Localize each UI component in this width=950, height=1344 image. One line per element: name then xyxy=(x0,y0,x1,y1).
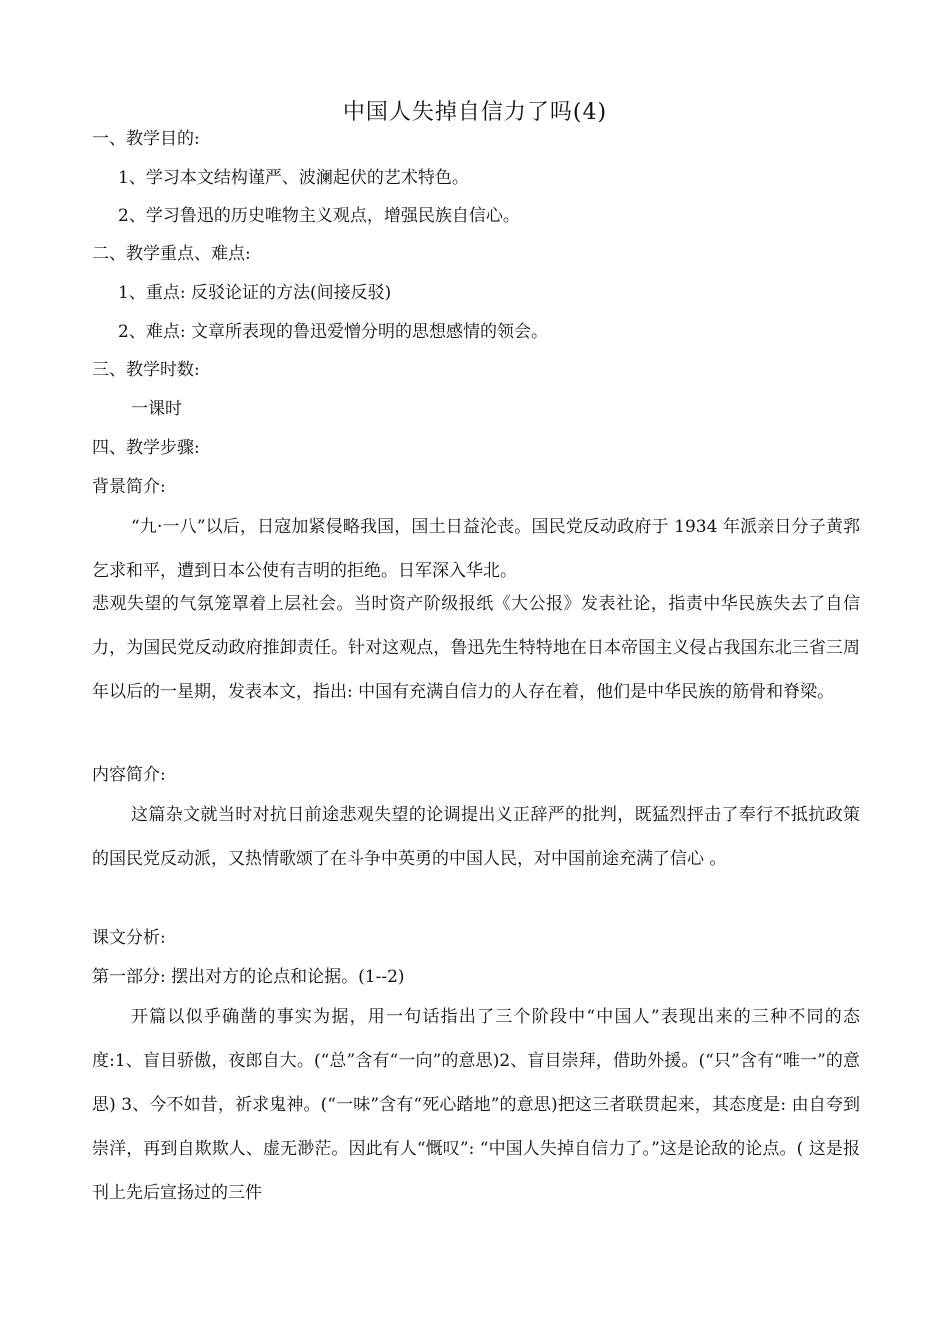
document-title: 中国人失掉自信力了吗(4) xyxy=(342,100,608,125)
key-item-1: 1、重点: 反驳论证的方法(间接反驳) xyxy=(118,283,392,303)
key-item-2: 2、难点: 文章所表现的鲁迅爱憎分明的思想感情的领会。 xyxy=(118,322,548,342)
section-heading-key: 二、教学重点、难点: xyxy=(92,244,251,264)
content-paragraph: 这篇杂文就当时对抗日前途悲观失望的论调提出义正辞严的批判，既猛烈抨击了奉行不抵抗政策的国民党反动派，又热情歌颂了在斗争中英勇的中国人民，对中国前途充满了信心 。 xyxy=(92,805,860,869)
section-heading-hours: 三、教学时数: xyxy=(92,360,200,380)
goal-item-1: 1、学习本文结构谨严、波澜起伏的艺术特色。 xyxy=(118,168,469,188)
background-heading: 背景简介: xyxy=(92,477,166,497)
part1-paragraph: 开篇以似乎确凿的事实为据，用一句话指出了三个阶段中“中国人”表现出来的三种不同的态度:1、盲目骄傲，夜郎自大。(“总”含有“一向”的意思)2、盲目崇拜，借助外援。(“只”含有“唯一”的意思) 3、今不如昔，祈求鬼神。(“一味”含有“死心踏地”的意思)把这三者联贯起来，其态度是: 由自夸到崇洋，再到自欺欺人、虚无渺茫。因此有人“慨叹”: “中国人失掉自信力了。”这是论敌的论点。( 这是报刊上先后宣扬过的三件 xyxy=(92,1007,860,1203)
section-heading-steps: 四、教学步骤: xyxy=(92,438,200,458)
hours-value: 一课时 xyxy=(131,399,182,419)
goal-item-2: 2、学习鲁迅的历史唯物主义观点，增强民族自信心。 xyxy=(118,206,520,226)
content-heading: 内容简介: xyxy=(92,765,166,785)
background-paragraph-1: “九·一八”以后，日寇加紧侵略我国，国土日益沦丧。国民党反动政府于 1934 年派亲日分子黄郛乞求和平，遭到日本公使有吉明的拒绝。日军深入华北。 xyxy=(92,517,860,581)
analysis-heading: 课文分析: xyxy=(92,928,166,948)
background-paragraph-2: 悲观失望的气氛笼罩着上层社会。当时资产阶级报纸《大公报》发表社论，指责中华民族失去了自信力，为国民党反动政府推卸责任。针对这观点，鲁迅先生特特地在日本帝国主义侵占我国东北三省三周年以后的一星期，发表本文，指出: 中国有充满自信力的人存在着，他们是中华民族的筋骨和脊梁。 xyxy=(92,594,860,702)
section-heading-goal: 一、教学目的: xyxy=(92,129,200,149)
part1-heading: 第一部分: 摆出对方的论点和论据。(1--2) xyxy=(92,967,405,987)
